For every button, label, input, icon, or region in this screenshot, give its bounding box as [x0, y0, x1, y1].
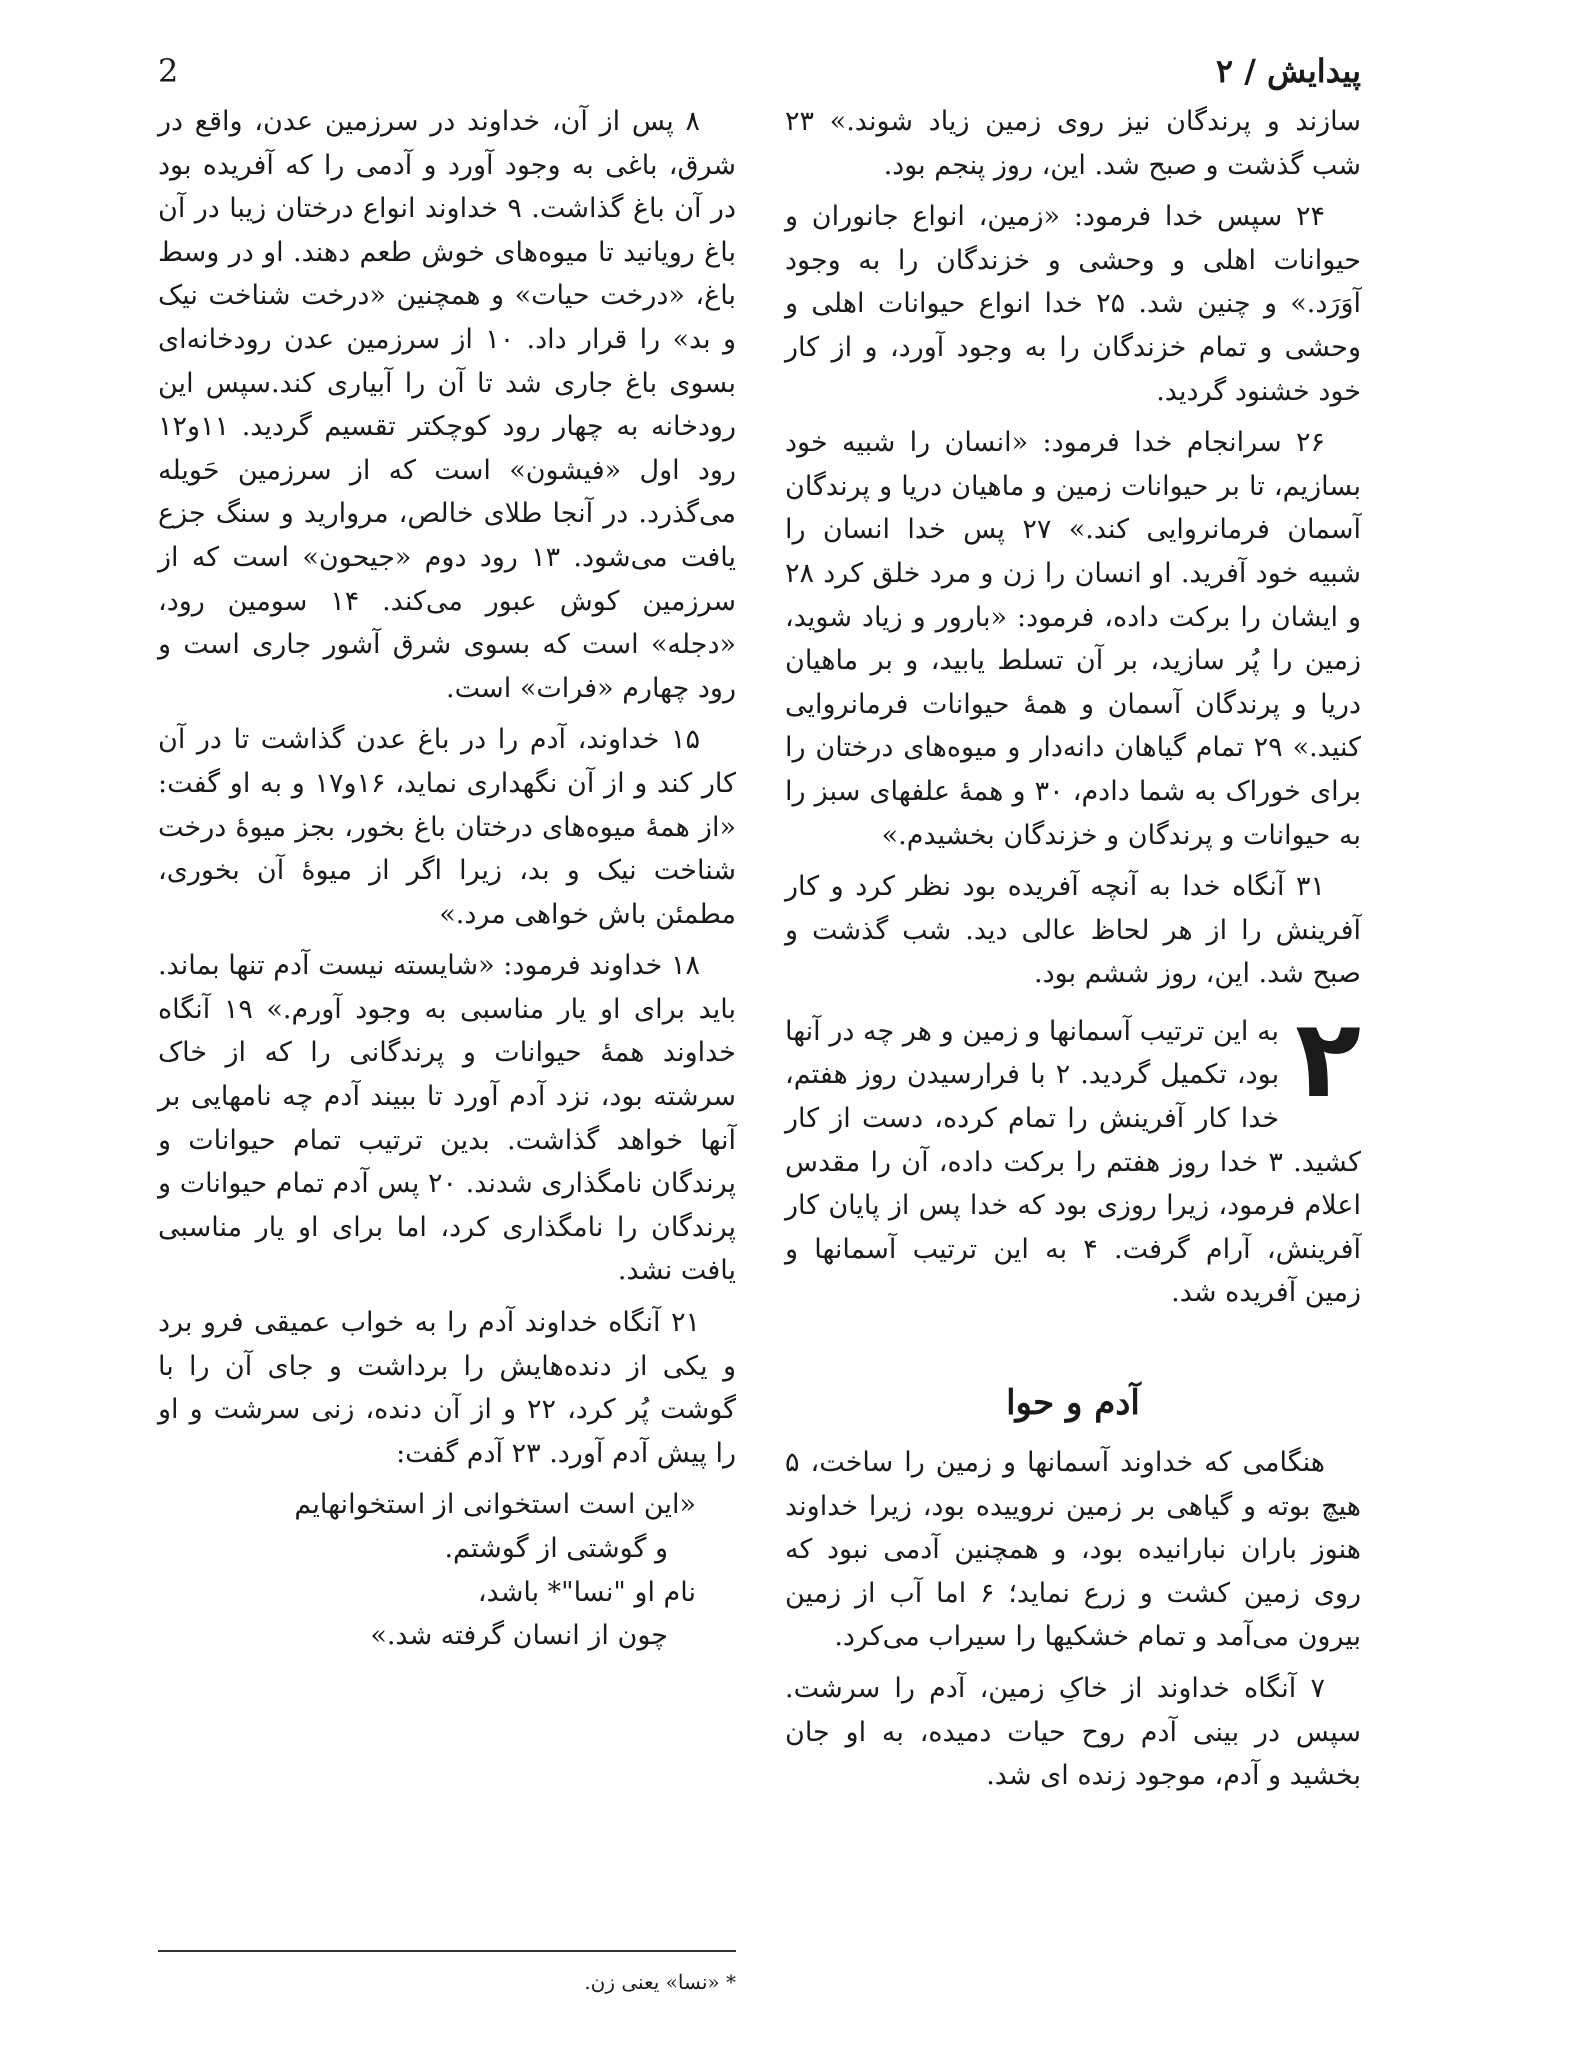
section-heading: آدم و حوا	[1006, 1383, 1140, 1424]
poem-line: چون از انسان گرفته شد.»	[370, 1620, 668, 1652]
right-column	[785, 100, 1361, 1806]
chapter-block	[785, 996, 1361, 1315]
chapter-number: ۲	[1295, 996, 1361, 1122]
page-number: 2	[158, 52, 179, 90]
paragraph: ۲۶ سرانجام خدا فرمود: «انسان را شبیه خود بسازیم، تا بر حیوانات زمین و ماهیان دریا و پرندگان آسمان فرمانروایی کند.» ۲۷ پس خدا انسان را شبیه خود آفرید. او انسان را زن و مرد خلق کرد ۲۸ و ایشان را برکت داده، فرمود: «بارور و زیاد شوید، زمین را پُر سازید، بر آن تسلط یابید، و بر ماهیان دریا و پرندگان آسمان و همهٔ حیوانات فرمانروایی کنید.» ۲۹ تمام گیاهان دانه‌دار و میوه‌های درختان را برای خوراک به شما دادم، ۳۰ و همهٔ علفهای سبز را به حیوانات و پرندگان و خزندگان بخشیدم.»	[785, 427, 1361, 851]
poem-line: و گوشتی از گوشتم.	[444, 1533, 668, 1564]
running-head-title: پیدایش / ۲	[1215, 52, 1361, 90]
paragraph: ۷ آنگاه خداوند از خاکِ زمین، آدم را سرشت. سپس در بینی آدم روح حیات دمیده، به او جان بخشید و آدم، موجود زنده ای شد.	[785, 1673, 1361, 1792]
paragraph: ۸ پس از آن، خداوند در سرزمین عدن، واقع در شرق، باغی به وجود آورد و آدمی را که آفریده بود در آن باغ گذاشت. ۹ خداوند انواع درختان زیبا در آن باغ رویانید تا میوه‌های خوش طعم دهند. او در وسط باغ، «درخت حیات» و همچنین «درخت شناخت نیک و بد» را قرار داد. ۱۰ از سرزمین عدن رودخانه‌ای بسوی باغ جاری شد تا آن را آبیاری کند.سپس این رودخانه به چهار رود کوچکتر تقسیم گردید. ۱۱و۱۲ رود اول «فیشون» است که از سرزمین حَویله می‌گذرد. در آنجا طلای خالص، مروارید و سنگ جزع یافت می‌شود. ۱۳ رود دوم «جیحون» است که از سرزمین کوش عبور می‌کند. ۱۴ سومین رود، «دجله» است که بسوی شرق آشور جاری است و رود چهارم «فرات» است.	[158, 106, 737, 704]
footnote: * «نسا» یعنی زن.	[584, 1970, 736, 1994]
paragraph: ۲۱ آنگاه خداوند آدم را به خواب عمیقی فرو برد و یکی از دنده‌هایش را برداشت و جای آن را با گوشت پُر کرد، ۲۲ و از آن دنده، زنی سرشت و او را پیش آدم آورد. ۲۳ آدم گفت:	[158, 1307, 736, 1469]
paragraph: ۱۵ خداوند، آدم را در باغ عدن گذاشت تا در آن کار کند و از آن نگهداری نماید، ۱۶و۱۷ و به او گفت: «از همهٔ میوه‌های درختان باغ بخور، بجز میوهٔ درخت شناخت نیک و بد، زیرا اگر از میوهٔ آن بخوری، مطمئن باش خواهی مرد.»	[158, 724, 736, 930]
poem-line: «این است استخوانی از استخوانهایم	[294, 1489, 696, 1521]
paragraph: ۱۸ خداوند فرمود: «شایسته نیست آدم تنها بماند. باید برای او یار مناسبی به وجود آورم.» ۱۹ آنگاه خداوند همهٔ حیوانات و پرندگانی را که از خاک سرشته بود، نزد آدم آورد تا ببیند آدم چه نامهایی بر آنها خواهد گذاشت. بدین ترتیب تمام حیوانات و پرندگان نامگذاری شدند. ۲۰ پس آدم تمام حیوانات و پرندگان را نامگذاری کرد، اما برای او یار مناسبی یافت نشد.	[158, 950, 737, 1287]
poem-block	[158, 1483, 696, 1657]
paragraph: ۲۴ سپس خدا فرمود: «زمین، انواع جانوران و حیوانات اهلی و وحشی و خزندگان را به وجود آوَرَد.» و چنین شد. ۲۵ خدا انواع حیوانات اهلی و وحشی و تمام خزندگان را به وجود آورد، و از کار خود خشنود گردید.	[785, 201, 1361, 407]
paragraph: هنگامی که خداوند آسمانها و زمین را ساخت، ۵ هیچ بوته و گیاهی بر زمین نروییده بود، زیرا خداوند هنوز باران نبارانیده بود، و همچنین آدمی نبود که روی زمین کشت و زرع نماید؛ ۶ اما آب از زمین بیرون می‌آمد و تمام خشکیها را سیراب می‌کرد.	[785, 1447, 1361, 1653]
left-column	[158, 100, 736, 1658]
paragraph: سازند و پرندگان نیز روی زمین زیاد شوند.» ۲۳ شب گذشت و صبح شد. این، روز پنجم بود.	[785, 106, 1361, 181]
chapter-text: به این ترتیب آسمانها و زمین و هر چه در آنها بود، تکمیل گردید. ۲ با فرارسیدن روز هفتم، خدا کار آفرینش را تمام کرده، دست از کار کشید. ۳ خدا روز هفتم را برکت داده، آن را مقدس اعلام فرمود، زیرا روزی بود که خدا پس از پایان کار آفرینش، آرام گرفت. ۴ به این ترتیب آسمانها و زمین آفریده شد.	[785, 1015, 1361, 1309]
footnote-divider	[158, 1950, 736, 1952]
paragraph: ۳۱ آنگاه خدا به آنچه آفریده بود نظر کرد و کار آفرینش را از هر لحاظ عالی دید. شب گذشت و صبح شد. این، روز ششم بود.	[785, 871, 1361, 990]
poem-line: نام او "نسا"* باشد،	[477, 1576, 696, 1608]
